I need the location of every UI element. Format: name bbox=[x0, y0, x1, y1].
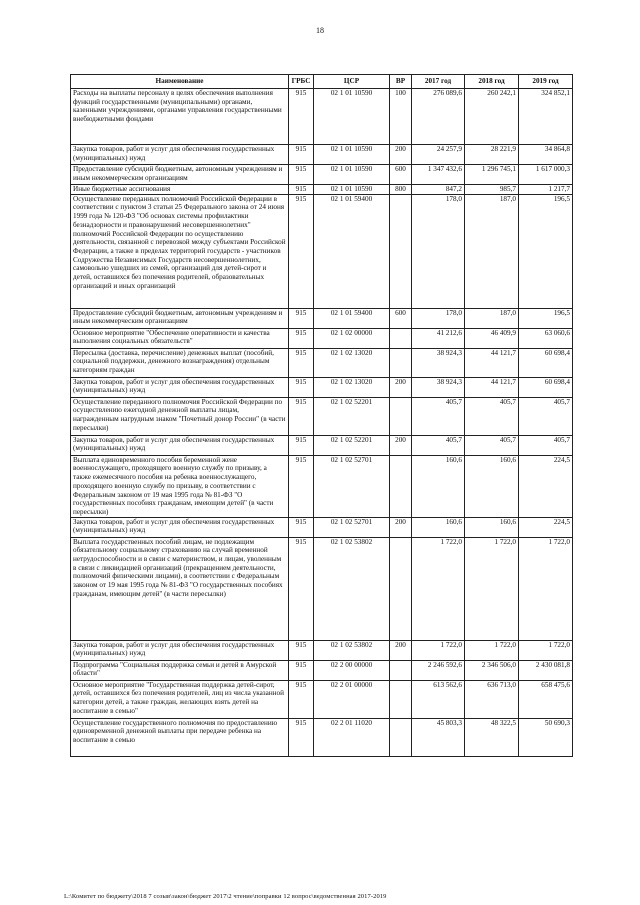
table-row bbox=[71, 165, 573, 185]
cell-vr: 600 bbox=[390, 308, 412, 328]
cell-y2018: 405,7 bbox=[465, 397, 519, 435]
cell-grbs: 915 bbox=[289, 377, 314, 397]
cell-y2018: 985,7 bbox=[465, 185, 519, 195]
cell-name: Расходы на выплаты персоналу в целях обеспечения выполнения функций государственными (муниципальными) органами, казенными учреждениями, органами управления государственными внебюджетными фондами bbox=[71, 89, 289, 145]
cell-y2018: 1 722,0 bbox=[465, 537, 519, 640]
cell-y2018: 405,7 bbox=[465, 435, 519, 455]
budget-table bbox=[70, 74, 573, 757]
cell-y2018: 44 121,7 bbox=[465, 377, 519, 397]
header-csr: ЦСР bbox=[314, 75, 390, 89]
cell-vr bbox=[390, 680, 412, 718]
table-header-row bbox=[71, 75, 573, 89]
cell-y2018: 160,6 bbox=[465, 517, 519, 537]
cell-y2018: 260 242,1 bbox=[465, 89, 519, 145]
cell-grbs: 915 bbox=[289, 640, 314, 660]
cell-name: Предоставление субсидий бюджетным, автономным учреждениям и иным некоммерческим организациям bbox=[71, 308, 289, 328]
table-row bbox=[71, 435, 573, 455]
cell-y2017: 1 722,0 bbox=[412, 640, 465, 660]
table-row bbox=[71, 308, 573, 328]
cell-y2019: 2 430 081,8 bbox=[519, 660, 573, 680]
cell-csr: 02 1 02 53802 bbox=[314, 537, 390, 640]
cell-grbs: 915 bbox=[289, 185, 314, 195]
cell-y2017: 24 257,9 bbox=[412, 145, 465, 165]
cell-vr bbox=[390, 718, 412, 756]
cell-vr bbox=[390, 328, 412, 348]
cell-y2018: 46 409,9 bbox=[465, 328, 519, 348]
cell-name: Осуществление переданных полномочий Российской Федерации в соответствии с пунктом 3 статьи 25 Федерального закона от 24 июня 1999 года № 120-ФЗ "Об основах системы профилактики безнадзорности и правонарушений несовершеннолетних" полномочий Российской Федерации по осуществлению деятельности, связанной с перевозкой между субъектами Российской Федерации, а также в пределах территорий государств - участников Содружества Независимых Государств несовершеннолетних, самовольно ушедших из семей, организаций для детей-сирот и детей, оставшихся без попечения родителей, образовательных организаций и иных организаций bbox=[71, 194, 289, 308]
cell-csr: 02 1 01 10590 bbox=[314, 145, 390, 165]
cell-y2018: 48 322,5 bbox=[465, 718, 519, 756]
cell-name: Иные бюджетные ассигнования bbox=[71, 185, 289, 195]
cell-y2017: 160,6 bbox=[412, 455, 465, 517]
cell-name: Закупка товаров, работ и услуг для обеспечения государственных (муниципальных) нужд bbox=[71, 517, 289, 537]
cell-csr: 02 1 01 10590 bbox=[314, 89, 390, 145]
cell-grbs: 915 bbox=[289, 660, 314, 680]
cell-y2017: 160,6 bbox=[412, 517, 465, 537]
cell-csr: 02 1 01 59400 bbox=[314, 308, 390, 328]
cell-y2018: 44 121,7 bbox=[465, 348, 519, 377]
cell-y2019: 405,7 bbox=[519, 435, 573, 455]
cell-name: Закупка товаров, работ и услуг для обеспечения государственных (муниципальных) нужд bbox=[71, 145, 289, 165]
cell-csr: 02 1 02 13020 bbox=[314, 348, 390, 377]
header-grbs: ГРБС bbox=[289, 75, 314, 89]
table-row bbox=[71, 537, 573, 640]
cell-y2017: 178,0 bbox=[412, 194, 465, 308]
cell-y2019: 405,7 bbox=[519, 397, 573, 435]
cell-grbs: 915 bbox=[289, 435, 314, 455]
cell-name: Закупка товаров, работ и услуг для обеспечения государственных (муниципальных) нужд bbox=[71, 435, 289, 455]
table-row bbox=[71, 328, 573, 348]
cell-csr: 02 1 01 10590 bbox=[314, 165, 390, 185]
cell-y2017: 45 803,3 bbox=[412, 718, 465, 756]
table-row bbox=[71, 89, 573, 145]
cell-vr bbox=[390, 660, 412, 680]
header-2017: 2017 год bbox=[412, 75, 465, 89]
cell-csr: 02 1 01 59400 bbox=[314, 194, 390, 308]
cell-grbs: 915 bbox=[289, 517, 314, 537]
header-vr: ВР bbox=[390, 75, 412, 89]
cell-y2018: 28 221,9 bbox=[465, 145, 519, 165]
cell-name: Пересылка (доставка, перечисление) денежных выплат (пособий, социальной поддержки, денежного вознаграждения) отдельным категориям граждан bbox=[71, 348, 289, 377]
cell-grbs: 915 bbox=[289, 397, 314, 435]
cell-csr: 02 1 02 53802 bbox=[314, 640, 390, 660]
table-row bbox=[71, 145, 573, 165]
cell-y2017: 847,2 bbox=[412, 185, 465, 195]
cell-y2019: 63 060,6 bbox=[519, 328, 573, 348]
table-row bbox=[71, 660, 573, 680]
cell-vr bbox=[390, 537, 412, 640]
header-2018: 2018 год bbox=[465, 75, 519, 89]
cell-grbs: 915 bbox=[289, 718, 314, 756]
cell-name: Предоставление субсидий бюджетным, автономным учреждениям и иным некоммерческим организациям bbox=[71, 165, 289, 185]
cell-vr: 200 bbox=[390, 640, 412, 660]
cell-csr: 02 1 02 13020 bbox=[314, 377, 390, 397]
cell-vr: 200 bbox=[390, 145, 412, 165]
cell-y2018: 160,6 bbox=[465, 455, 519, 517]
cell-y2019: 224,5 bbox=[519, 455, 573, 517]
cell-vr: 600 bbox=[390, 165, 412, 185]
cell-csr: 02 1 01 10590 bbox=[314, 185, 390, 195]
cell-vr: 100 bbox=[390, 89, 412, 145]
cell-vr: 200 bbox=[390, 517, 412, 537]
cell-csr: 02 1 02 52701 bbox=[314, 517, 390, 537]
cell-y2019: 60 698,4 bbox=[519, 348, 573, 377]
cell-y2017: 1 347 432,6 bbox=[412, 165, 465, 185]
table-row bbox=[71, 680, 573, 718]
cell-grbs: 915 bbox=[289, 680, 314, 718]
cell-y2018: 187,0 bbox=[465, 308, 519, 328]
cell-y2019: 34 864,8 bbox=[519, 145, 573, 165]
cell-y2017: 276 089,6 bbox=[412, 89, 465, 145]
cell-y2017: 38 924,3 bbox=[412, 377, 465, 397]
cell-grbs: 915 bbox=[289, 348, 314, 377]
cell-grbs: 915 bbox=[289, 537, 314, 640]
cell-grbs: 915 bbox=[289, 145, 314, 165]
cell-name: Выплата единовременного пособия беременной жене военнослужащего, проходящего военную службу по призыву, а также ежемесячного пособия на ребенка военнослужащего, проходящего военную службу по призыву, в соответствии с Федеральным законом от 19 мая 1995 года № 81-ФЗ "О государственных пособиях гражданам, имеющим детей" (в части пересылки) bbox=[71, 455, 289, 517]
cell-y2017: 38 924,3 bbox=[412, 348, 465, 377]
cell-y2017: 178,0 bbox=[412, 308, 465, 328]
cell-csr: 02 2 00 00000 bbox=[314, 660, 390, 680]
header-name: Наименование bbox=[71, 75, 289, 89]
cell-y2019: 658 475,6 bbox=[519, 680, 573, 718]
table-row bbox=[71, 397, 573, 435]
table-row bbox=[71, 517, 573, 537]
cell-name: Основное мероприятие "Обеспечение оперативности и качества выполнения социальных обязательств" bbox=[71, 328, 289, 348]
cell-y2018: 187,0 bbox=[465, 194, 519, 308]
cell-grbs: 915 bbox=[289, 308, 314, 328]
cell-y2019: 1 617 000,3 bbox=[519, 165, 573, 185]
cell-y2017: 405,7 bbox=[412, 435, 465, 455]
cell-grbs: 915 bbox=[289, 328, 314, 348]
cell-y2018: 1 722,0 bbox=[465, 640, 519, 660]
cell-vr bbox=[390, 397, 412, 435]
cell-y2017: 405,7 bbox=[412, 397, 465, 435]
cell-vr bbox=[390, 348, 412, 377]
cell-vr: 200 bbox=[390, 377, 412, 397]
file-path-footer: L:\Комитет по бюджету\2018 7 созыв\закон\бюджет 2017\2 чтение\поправки 12 вопрос\ведомственная 2017-2019 bbox=[64, 893, 387, 900]
cell-grbs: 915 bbox=[289, 165, 314, 185]
cell-y2017: 1 722,0 bbox=[412, 537, 465, 640]
cell-csr: 02 1 02 52701 bbox=[314, 455, 390, 517]
cell-vr bbox=[390, 194, 412, 308]
cell-y2018: 636 713,0 bbox=[465, 680, 519, 718]
page-number: 18 bbox=[316, 26, 324, 35]
cell-name: Осуществление государственного полномочия по предоставлению единовременной денежной выплаты при передаче ребенка на воспитание в семью bbox=[71, 718, 289, 756]
table-row bbox=[71, 185, 573, 195]
cell-vr: 200 bbox=[390, 435, 412, 455]
cell-vr bbox=[390, 455, 412, 517]
cell-grbs: 915 bbox=[289, 194, 314, 308]
table-row bbox=[71, 348, 573, 377]
cell-csr: 02 1 02 00000 bbox=[314, 328, 390, 348]
table-row bbox=[71, 194, 573, 308]
table-row bbox=[71, 455, 573, 517]
cell-y2019: 1 217,7 bbox=[519, 185, 573, 195]
table-row bbox=[71, 640, 573, 660]
header-2019: 2019 год bbox=[519, 75, 573, 89]
cell-name: Осуществление переданного полномочия Российской Федерации по осуществлению ежегодной денежной выплаты лицам, награжденным нагрудным знаком "Почетный донор России" (в части пересылки) bbox=[71, 397, 289, 435]
cell-y2019: 324 852,1 bbox=[519, 89, 573, 145]
table-row bbox=[71, 377, 573, 397]
cell-csr: 02 1 02 52201 bbox=[314, 435, 390, 455]
cell-name: Закупка товаров, работ и услуг для обеспечения государственных (муниципальных) нужд bbox=[71, 640, 289, 660]
cell-y2017: 41 212,6 bbox=[412, 328, 465, 348]
cell-y2017: 613 562,6 bbox=[412, 680, 465, 718]
cell-y2019: 60 698,4 bbox=[519, 377, 573, 397]
cell-y2019: 50 690,3 bbox=[519, 718, 573, 756]
cell-y2019: 196,5 bbox=[519, 308, 573, 328]
cell-y2019: 224,5 bbox=[519, 517, 573, 537]
cell-csr: 02 2 01 11020 bbox=[314, 718, 390, 756]
cell-grbs: 915 bbox=[289, 455, 314, 517]
cell-name: Подпрограмма "Социальная поддержка семьи и детей в Амурской области" bbox=[71, 660, 289, 680]
cell-y2017: 2 246 592,6 bbox=[412, 660, 465, 680]
cell-y2018: 1 296 745,1 bbox=[465, 165, 519, 185]
cell-y2019: 1 722,0 bbox=[519, 537, 573, 640]
cell-grbs: 915 bbox=[289, 89, 314, 145]
cell-vr: 800 bbox=[390, 185, 412, 195]
cell-name: Выплата государственных пособий лицам, не подлежащим обязательному социальному страхованию на случай временной нетрудоспособности и в связи с материнством, и лицам, уволенным в связи с ликвидацией организаций (прекращением деятельности, полномочий физическими лицами), в соответствии с Федеральным законом от 19 мая 1995 года № 81-ФЗ "О государственных пособиях гражданам, имеющим детей" (в части пересылки) bbox=[71, 537, 289, 640]
cell-csr: 02 1 02 52201 bbox=[314, 397, 390, 435]
cell-name: Основное мероприятие "Государственная поддержка детей-сирот, детей, оставшихся без попечения родителей, лиц из числа указанной категории детей, а также граждан, желающих взять детей на воспитание в семью" bbox=[71, 680, 289, 718]
cell-name: Закупка товаров, работ и услуг для обеспечения государственных (муниципальных) нужд bbox=[71, 377, 289, 397]
cell-y2018: 2 346 506,0 bbox=[465, 660, 519, 680]
cell-csr: 02 2 01 00000 bbox=[314, 680, 390, 718]
cell-y2019: 1 722,0 bbox=[519, 640, 573, 660]
cell-y2019: 196,5 bbox=[519, 194, 573, 308]
table-row bbox=[71, 718, 573, 756]
